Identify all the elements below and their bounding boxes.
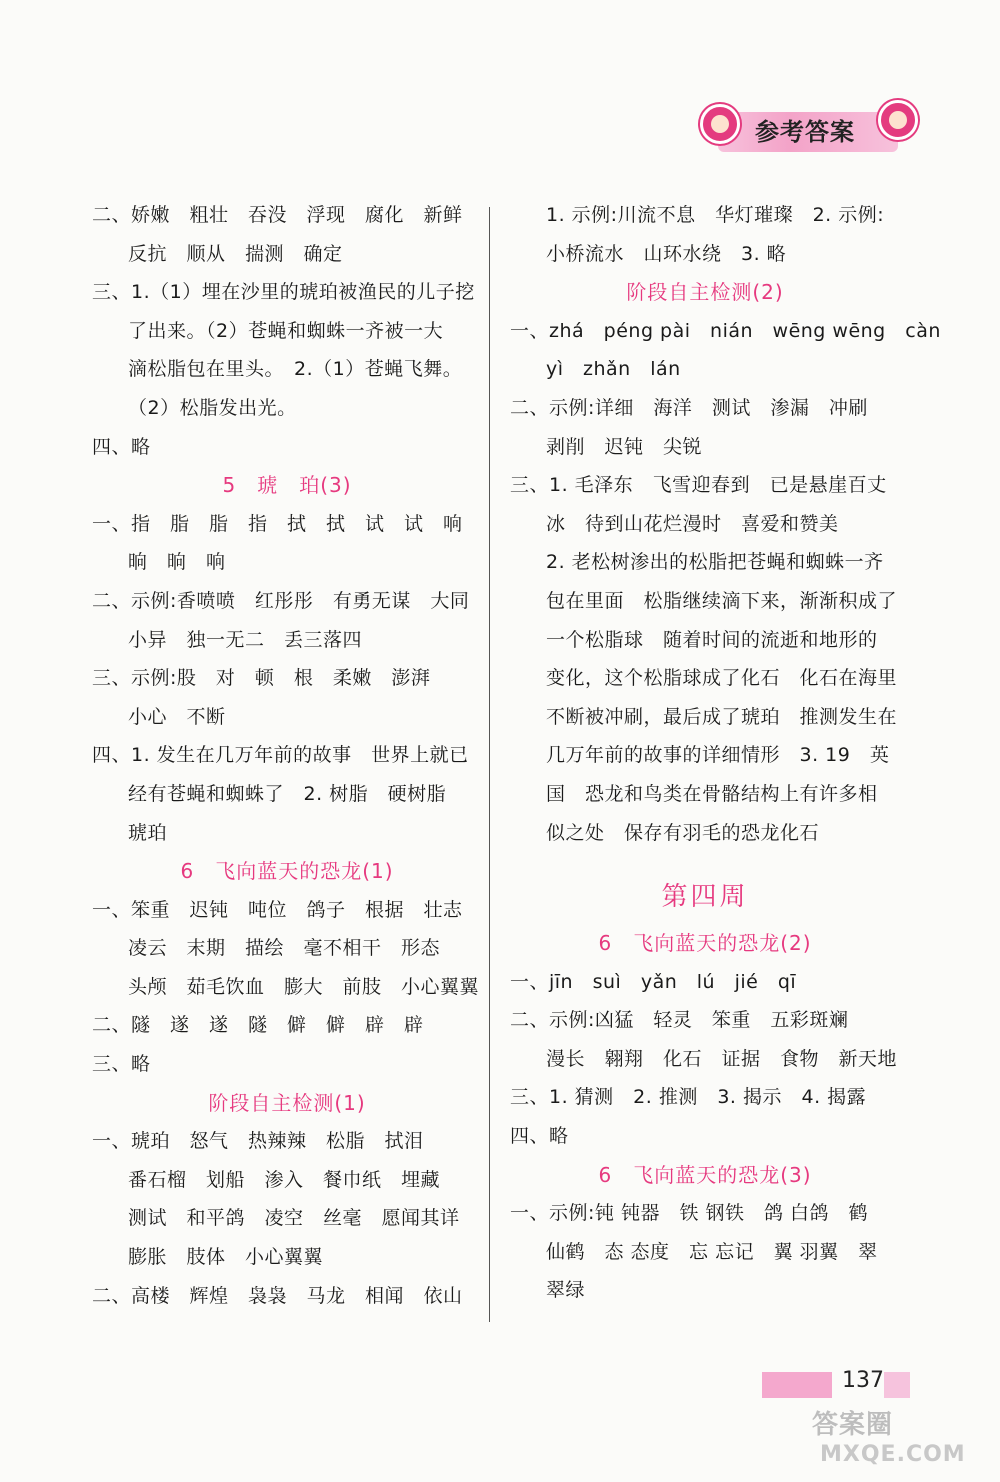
- answer-line: 一、笨重 迟钝 吨位 鸽子 根据 壮志: [92, 898, 463, 921]
- answer-line: 仙鹤 态 态度 忘 忘记 翼 羽翼 翠: [546, 1240, 878, 1263]
- section-heading: 5 琥 珀(3): [222, 473, 352, 498]
- answer-line: 四、1. 发生在几万年前的故事 世界上就已: [92, 744, 469, 767]
- answer-line: 二、隧 遂 遂 隧 僻 僻 辟 辟: [92, 1014, 424, 1037]
- section-heading: 6 飞向蓝天的恐龙(2): [598, 931, 812, 956]
- answer-line: 冰 待到山花烂漫时 喜爱和赞美: [546, 512, 839, 535]
- section-heading: 6 飞向蓝天的恐龙(3): [598, 1162, 812, 1187]
- answer-line: 变化，这个松脂球成了化石 化石在海里: [546, 667, 898, 690]
- answer-line: 小桥流水 山环水绕 3. 略: [546, 242, 787, 265]
- answer-line: 一、示例:钝 钝器 铁 钢铁 鸽 白鸽 鹤: [510, 1202, 869, 1225]
- answer-line: 三、略: [92, 1053, 151, 1076]
- section-heading: 第四周: [661, 882, 749, 913]
- answer-line: 了出来。（2）苍蝇和蜘蛛一齐被一大: [128, 319, 444, 342]
- answer-line: 三、1. 毛泽东 飞雪迎春到 已是悬崖百丈: [510, 474, 887, 497]
- answer-line: 一、指 脂 脂 指 拭 拭 试 试 响: [92, 512, 463, 535]
- answer-line: 四、略: [510, 1125, 569, 1148]
- answer-line: 二、示例:详细 海洋 测试 渗漏 冲刷: [510, 396, 868, 419]
- answer-line: 二、示例:香喷喷 红彤彤 有勇无谋 大同: [92, 589, 470, 612]
- answer-line: （2）松脂发出光。: [128, 396, 297, 419]
- answer-line: 头颅 茹毛饮血 膨大 前肢 小心翼翼: [128, 975, 480, 998]
- answer-line: 国 恐龙和鸟类在骨骼结构上有许多相: [546, 782, 878, 805]
- answer-line: 一、zhá péng pài nián wēng wēng càn: [510, 319, 941, 342]
- answer-line: 包在里面 松脂继续滴下来，渐渐积成了: [546, 589, 898, 612]
- answer-line: 翠绿: [546, 1279, 586, 1302]
- answer-line: 不断被冲刷，最后成了琥珀 推测发生在: [546, 705, 898, 728]
- answer-line: 凌云 末期 描绘 毫不相干 形态: [128, 937, 441, 960]
- answer-line: 琥珀: [128, 821, 168, 844]
- answer-line: 一、jīn suì yǎn lú jié qī: [510, 970, 797, 993]
- answer-line: 似之处 保存有羽毛的恐龙化石: [546, 821, 820, 844]
- answer-line: 二、娇嫩 粗壮 吞没 浮现 腐化 新鲜: [92, 204, 463, 226]
- page-number-decoration: [762, 1372, 832, 1398]
- answer-line: yì zhǎn lán: [546, 358, 681, 381]
- answer-line: 二、高楼 辉煌 袅袅 马龙 相闻 依山: [92, 1284, 463, 1307]
- answer-line: 1. 示例:川流不息 华灯璀璨 2. 示例:: [546, 204, 885, 226]
- answer-line: 晌 晌 响: [128, 551, 226, 574]
- answer-line: 经有苍蝇和蜘蛛了 2. 树脂 硬树脂: [128, 782, 447, 805]
- cartoon-kid-icon: [878, 100, 918, 140]
- page-number: 137: [842, 1368, 884, 1393]
- answer-line: 三、1.（1）埋在沙里的琥珀被渔民的儿子挖: [92, 281, 475, 304]
- watermark-logo: 答案圈: [812, 1410, 894, 1440]
- answer-line: 几万年前的故事的详细情形 3. 19 英: [546, 744, 890, 767]
- answer-line: 小心 不断: [128, 705, 226, 728]
- section-heading: 阶段自主检测(2): [626, 280, 784, 305]
- left-column: [92, 196, 482, 1315]
- watermark-url: MXQE.COM: [820, 1442, 966, 1467]
- page-number-decoration: [884, 1372, 910, 1398]
- answer-line: 滴松脂包在里头。 2.（1）苍蝇飞舞。: [128, 358, 463, 381]
- right-column: [510, 196, 941, 1310]
- answer-line: 膨胀 肢体 小心翼翼: [128, 1246, 324, 1269]
- section-heading: 阶段自主检测(1): [208, 1090, 366, 1115]
- answer-line: 反抗 顺从 揣测 确定: [128, 242, 343, 265]
- answer-line: 番石榴 划船 渗入 餐巾纸 埋藏: [128, 1168, 441, 1191]
- answer-line: 漫长 翱翔 化石 证据 食物 新天地: [546, 1047, 898, 1070]
- answer-line: 小异 独一无二 丢三落四: [128, 628, 363, 651]
- answer-line: 2. 老松树渗出的松脂把苍蝇和蜘蛛一齐: [546, 551, 884, 574]
- answer-line: 三、示例:股 对 顿 根 柔嫩 澎湃: [92, 667, 431, 690]
- answer-line: 一、琥珀 怒气 热辣辣 松脂 拭泪: [92, 1130, 424, 1153]
- section-heading: 6 飞向蓝天的恐龙(1): [180, 859, 394, 884]
- answer-line: 三、1. 猜测 2. 推测 3. 揭示 4. 揭露: [510, 1086, 867, 1109]
- answer-line: 二、示例:凶猛 轻灵 笨重 五彩斑斓: [510, 1009, 849, 1032]
- header-banner: [700, 98, 910, 164]
- header-title: 参考答案: [755, 118, 855, 146]
- column-divider: [489, 207, 490, 1322]
- answer-line: 测试 和平鸽 凌空 丝毫 愿闻其详: [128, 1207, 460, 1230]
- answer-line: 一个松脂球 随着时间的流逝和地形的: [546, 628, 878, 651]
- answer-line: 四、略: [92, 435, 151, 458]
- answer-line: 剥削 迟钝 尖锐: [546, 435, 703, 458]
- cartoon-kid-icon: [700, 104, 740, 144]
